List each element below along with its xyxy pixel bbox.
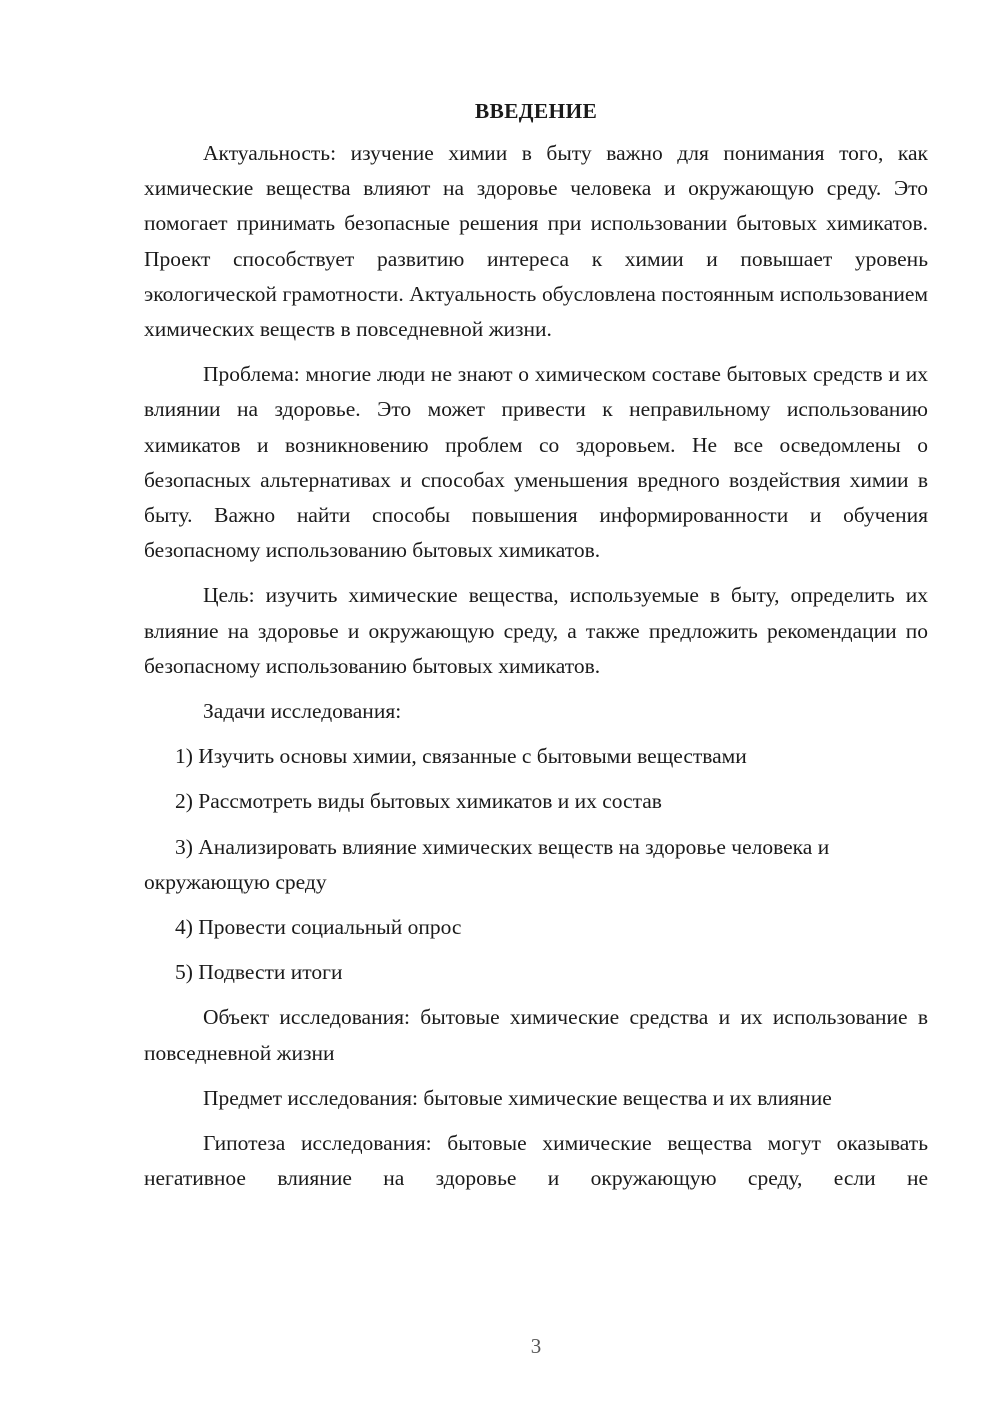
- research-object-paragraph: Объект исследования: бытовые химические средства и их использование в повседневной жизни: [144, 1005, 928, 1065]
- page-content: [144, 95, 928, 1206]
- research-subject-paragraph: Предмет исследования: бытовые химические вещества и их влияние: [203, 1085, 832, 1110]
- tasks-heading: Задачи исследования:: [203, 699, 402, 724]
- goal-paragraph: Цель: изучить химические вещества, используемые в быту, определить их влияние на здоровье и окружающую среду, а также предложить рекомендации по безопасному использованию бытовых химикатов.: [144, 583, 928, 678]
- task-item-1: 1) Изучить основы химии, связанные с бытовыми веществами: [175, 744, 747, 769]
- task-item-4: 4) Провести социальный опрос: [175, 915, 462, 940]
- relevance-paragraph: Актуальность: изучение химии в быту важно для понимания того, как химические вещества влияют на здоровье человека и окружающую среду. Это помогает принимать безопасные решения при использовании бытовых химикатов. Проект способствует развитию интереса к химии и повышает уровень экологической грамотности. Актуальность обусловлена постоянным использованием химических веществ в повседневной жизни.: [144, 141, 928, 342]
- hypothesis-paragraph: Гипотеза исследования: бытовые химические вещества могут оказывать негативное влияние на здоровье и окружающую среду, если не: [144, 1131, 928, 1191]
- section-heading: ВВЕДЕНИЕ: [474, 99, 598, 123]
- task-item-5: 5) Подвести итоги: [175, 960, 343, 985]
- page-number: 3: [530, 1334, 542, 1358]
- task-item-3: 3) Анализировать влияние химических веществ на здоровье человека и окружающую среду: [144, 834, 830, 894]
- problem-paragraph: Проблема: многие люди не знают о химическом составе бытовых средств и их влиянии на здоровье. Это может привести к неправильному использованию химикатов и возникновению проблем со здоровьем. Не все осведомлены о безопасных альтернативах и способах уменьшения вредного воздействия химии в быту. Важно найти способы повышения информированности и обучения безопасному использованию бытовых химикатов.: [144, 362, 928, 563]
- task-item-2: 2) Рассмотреть виды бытовых химикатов и их состав: [175, 789, 662, 814]
